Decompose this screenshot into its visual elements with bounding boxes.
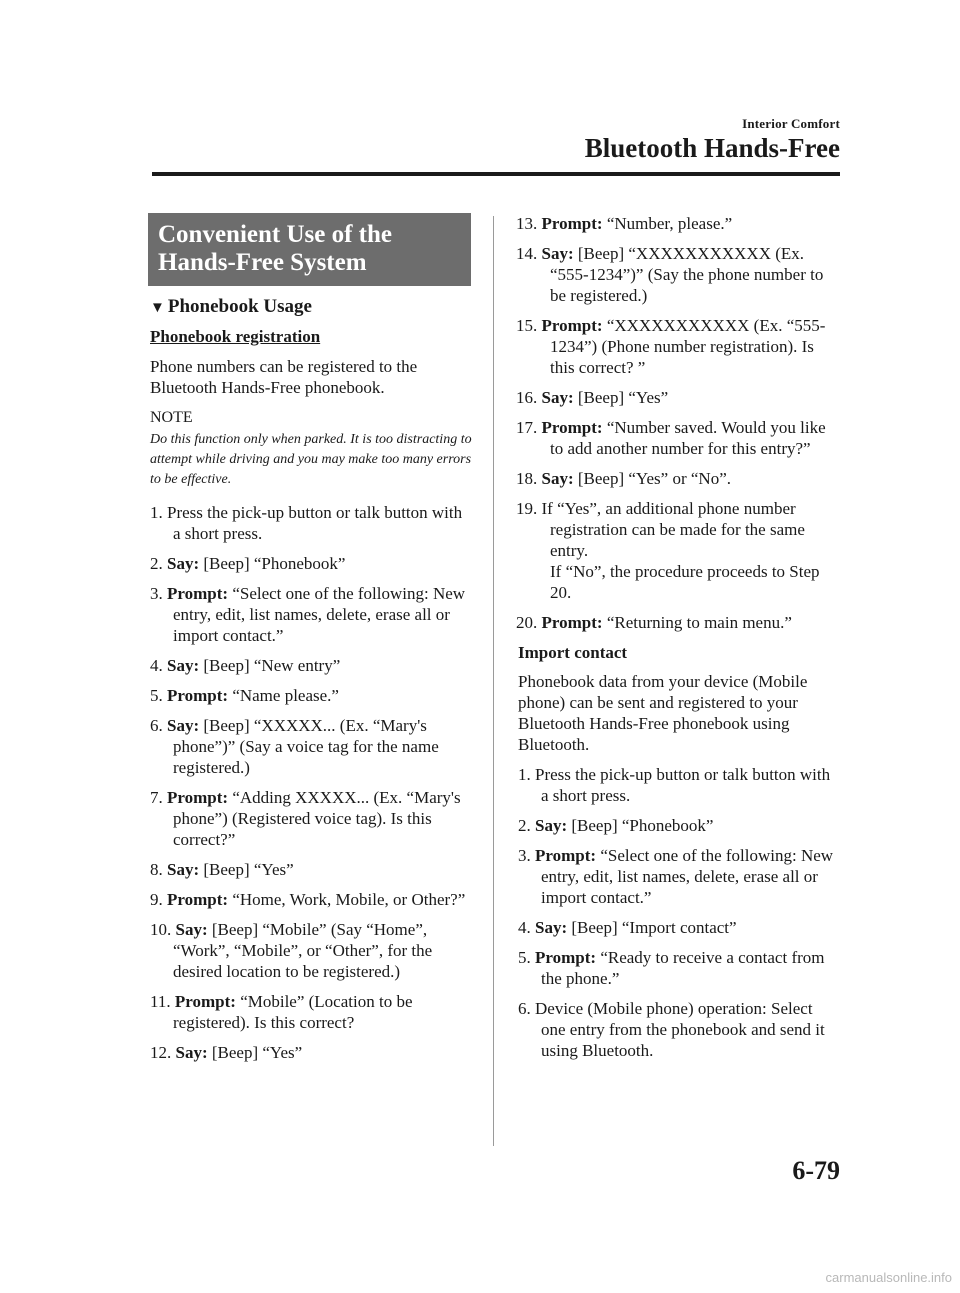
- step-keyword: Prompt:: [167, 686, 229, 705]
- step-text: “Number saved. Would you like to add another number for this entry?”: [550, 418, 826, 458]
- step-keyword: Prompt:: [541, 316, 603, 335]
- step-item: [516, 498, 841, 603]
- registration-steps: [148, 502, 473, 1063]
- step-text: [Beep] “Yes”: [577, 388, 669, 407]
- step-text: [Beep] “New entry”: [203, 656, 341, 675]
- step-text: [Beep] “Yes”: [211, 1043, 303, 1062]
- step-item: [516, 315, 841, 378]
- step-item: [516, 468, 841, 489]
- step-keyword: Say:: [541, 469, 574, 488]
- step-item: [148, 685, 473, 706]
- step-item: [148, 919, 473, 982]
- step-text: “Name please.”: [232, 686, 339, 705]
- step-item: [148, 553, 473, 574]
- step-number: 7.: [150, 788, 163, 807]
- step-item: [516, 417, 841, 459]
- step-number: 15.: [516, 316, 538, 335]
- step-number: 13.: [516, 214, 538, 233]
- step-keyword: Say:: [541, 244, 574, 263]
- step-item: [516, 947, 841, 989]
- header-title: Bluetooth Hands-Free: [584, 133, 840, 163]
- step-text-continued: If “No”, the procedure proceeds to Step 20.: [550, 562, 820, 602]
- registration-intro: Phone numbers can be registered to the Bluetooth Hands-Free phonebook.: [150, 357, 418, 397]
- watermark: carmanualsonline.info: [825, 1270, 952, 1285]
- step-number: 4.: [150, 656, 163, 675]
- registration-steps-continued: [516, 213, 841, 633]
- step-text: [Beep] “XXXXX... (Ex. “Mary's phone”)” (Say a voice tag for the name registered.): [173, 716, 439, 777]
- step-keyword: Say:: [541, 388, 574, 407]
- step-text: “XXXXXXXXXXX (Ex. “555-1234”) (Phone number registration). Is this correct? ”: [550, 316, 826, 377]
- step-text: “Mobile” (Location to be registered). Is this correct?: [173, 992, 413, 1032]
- step-number: 8.: [150, 860, 163, 879]
- step-item: [148, 787, 473, 850]
- registration-heading: Phonebook registration: [150, 327, 321, 346]
- header-rule: [152, 172, 840, 176]
- note-text: Do this function only when parked. It is too distracting to attempt while driving and you may make too many errors to be effective.: [150, 432, 472, 487]
- step-item: [516, 213, 841, 234]
- step-item: [516, 917, 841, 938]
- step-item: [516, 387, 841, 408]
- subsection-heading: [150, 296, 473, 319]
- step-item: [516, 815, 841, 836]
- step-text: [Beep] “Import contact”: [571, 918, 737, 937]
- step-keyword: Prompt:: [167, 584, 229, 603]
- step-number: 6.: [518, 999, 531, 1018]
- step-number: 6.: [150, 716, 163, 735]
- step-text: “Ready to receive a contact from the phone.”: [541, 948, 825, 988]
- step-item: [148, 889, 473, 910]
- step-keyword: Prompt:: [535, 948, 597, 967]
- step-text: [Beep] “Mobile” (Say “Home”, “Work”, “Mobile”, or “Other”, for the desired location to be registered.): [173, 920, 433, 981]
- section-title-line-2: Hands-Free System: [158, 249, 367, 276]
- step-text: [Beep] “Yes” or “No”.: [577, 469, 731, 488]
- note-label: NOTE: [150, 409, 193, 426]
- step-number: 11.: [150, 992, 171, 1011]
- step-text: Press the pick-up button or talk button with a short press.: [535, 765, 831, 805]
- step-text: Press the pick-up button or talk button with a short press.: [167, 503, 463, 543]
- import-contact-intro: Phonebook data from your device (Mobile phone) can be sent and registered to your Bluetooth Hands-Free phonebook using Bluetooth.: [518, 672, 808, 754]
- triangle-down-icon: ▼: [150, 300, 165, 316]
- step-keyword: Say:: [167, 716, 200, 735]
- section-title-line-1: Convenient Use of the: [158, 221, 393, 248]
- step-keyword: Say:: [535, 816, 568, 835]
- step-keyword: Prompt:: [541, 214, 603, 233]
- step-number: 17.: [516, 418, 538, 437]
- import-contact-steps: [516, 764, 841, 1061]
- step-keyword: Say:: [167, 656, 200, 675]
- step-number: 4.: [518, 918, 531, 937]
- step-number: 1.: [518, 765, 531, 784]
- step-number: 1.: [150, 503, 163, 522]
- step-item: [516, 243, 841, 306]
- step-item: [516, 612, 841, 633]
- step-number: 20.: [516, 613, 538, 632]
- step-number: 9.: [150, 890, 163, 909]
- subsection-title: Phonebook Usage: [167, 296, 312, 317]
- step-text: [Beep] “Phonebook”: [571, 816, 714, 835]
- step-keyword: Prompt:: [174, 992, 236, 1011]
- step-text: Device (Mobile phone) operation: Select one entry from the phonebook and send it using Bluetooth.: [535, 999, 825, 1060]
- step-number: 12.: [150, 1043, 172, 1062]
- step-keyword: Prompt:: [167, 890, 229, 909]
- step-item: [148, 1042, 473, 1063]
- step-item: [148, 991, 473, 1033]
- step-item: [148, 502, 473, 544]
- step-keyword: Say:: [535, 918, 568, 937]
- step-keyword: Say:: [167, 554, 200, 573]
- step-keyword: Say:: [167, 860, 200, 879]
- step-number: 16.: [516, 388, 538, 407]
- step-item: [148, 583, 473, 646]
- step-number: 19.: [516, 499, 538, 518]
- right-column: [516, 213, 841, 1070]
- step-keyword: Prompt:: [535, 846, 597, 865]
- column-divider: [493, 216, 494, 1146]
- section-title-box: [148, 213, 471, 286]
- step-text: “Home, Work, Mobile, or Other?”: [232, 890, 466, 909]
- step-text: [Beep] “Phonebook”: [203, 554, 346, 573]
- page-number: 6-79: [792, 1156, 840, 1185]
- step-item: [148, 715, 473, 778]
- step-number: 2.: [518, 816, 531, 835]
- step-number: 18.: [516, 469, 538, 488]
- step-item: [516, 845, 841, 908]
- left-column: [148, 213, 473, 1072]
- step-item: [148, 859, 473, 880]
- step-text: “Adding XXXXX... (Ex. “Mary's phone”) (Registered voice tag). Is this correct?”: [173, 788, 461, 849]
- step-text: “Select one of the following: New entry, edit, list names, delete, erase all or import contact.”: [173, 584, 466, 645]
- step-text: “Select one of the following: New entry, edit, list names, delete, erase all or import contact.”: [541, 846, 834, 907]
- step-item: [516, 998, 841, 1061]
- step-text: [Beep] “Yes”: [203, 860, 294, 879]
- step-number: 10.: [150, 920, 172, 939]
- header-section-label: Interior Comfort: [742, 116, 840, 131]
- step-keyword: Say:: [175, 920, 208, 939]
- import-contact-heading: Import contact: [518, 643, 628, 662]
- step-text: [Beep] “XXXXXXXXXXX (Ex. “555-1234”)” (Say the phone number to be registered.): [550, 244, 824, 305]
- step-keyword: Prompt:: [167, 788, 229, 807]
- step-text: If “Yes”, an additional phone number registration can be made for the same entry.: [541, 499, 805, 560]
- step-text: “Number, please.”: [606, 214, 733, 233]
- step-number: 5.: [150, 686, 163, 705]
- step-item: [516, 764, 841, 806]
- step-keyword: Prompt:: [541, 418, 603, 437]
- step-number: 5.: [518, 948, 531, 967]
- step-keyword: Prompt:: [541, 613, 603, 632]
- step-item: [148, 655, 473, 676]
- step-number: 14.: [516, 244, 538, 263]
- step-number: 2.: [150, 554, 163, 573]
- step-text: “Returning to main menu.”: [606, 613, 792, 632]
- step-number: 3.: [518, 846, 531, 865]
- step-keyword: Say:: [175, 1043, 208, 1062]
- step-number: 3.: [150, 584, 163, 603]
